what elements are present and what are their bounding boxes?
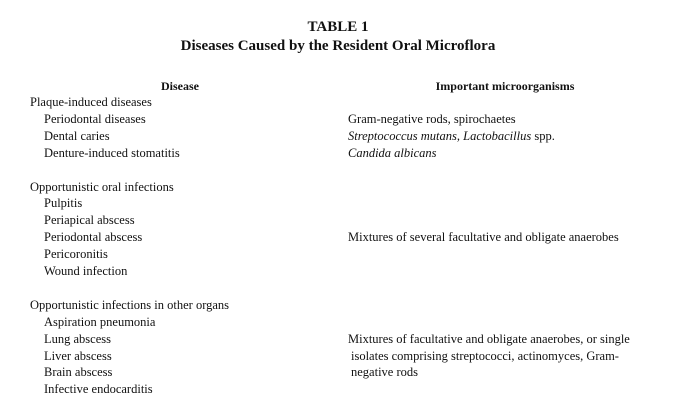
- micro-species: Streptococcus mutans, Lactobacillus: [348, 128, 532, 143]
- disease-item: Brain abscess: [44, 365, 113, 380]
- disease-item: Periodontal diseases: [44, 111, 146, 126]
- table-label: TABLE 1: [307, 19, 369, 35]
- micro-line: Gram-negative rods, spirochaetes: [348, 112, 516, 126]
- column-header-microorganisms: Important microorganisms: [435, 79, 575, 93]
- micro-line: [348, 128, 658, 145]
- micro-line: Mixtures of several facultative and obligate anaerobes: [348, 230, 619, 245]
- disease-item: Periapical abscess: [44, 213, 135, 228]
- group-spacer: [30, 280, 330, 297]
- group-name: Opportunistic infections in other organs: [30, 297, 230, 312]
- disease-item: Aspiration pneumonia: [44, 314, 156, 329]
- column-header-disease: Disease: [161, 79, 199, 93]
- disease-item: Lung abscess: [44, 331, 111, 346]
- micro-suffix: spp.: [531, 128, 555, 143]
- micro-line: Mixtures of facultative and obligate anaerobes, or single: [348, 331, 630, 346]
- disease-item: Periodontal abscess: [44, 230, 143, 245]
- disease-item: Liver abscess: [44, 348, 112, 363]
- micro-line: negative rods: [351, 365, 418, 380]
- micro-line: Candida albicans: [348, 145, 437, 160]
- disease-item: Infective endocarditis: [44, 382, 153, 397]
- disease-item: Denture-induced stomatitis: [44, 145, 180, 160]
- disease-item: Dental caries: [44, 128, 110, 143]
- disease-item: Pericoronitis: [44, 247, 108, 262]
- group-name: Opportunistic oral infections: [30, 179, 174, 194]
- disease-column: [30, 94, 330, 398]
- table-title: Diseases Caused by the Resident Oral Microflora: [180, 38, 496, 54]
- micro-line: isolates comprising streptococci, actinomyces, Gram-: [351, 348, 619, 363]
- disease-item: Wound infection: [44, 264, 128, 279]
- group-spacer: [30, 162, 330, 179]
- microorganism-column: [348, 111, 658, 381]
- disease-item: Pulpitis: [44, 196, 83, 211]
- group-name: Plaque-induced diseases: [30, 95, 152, 109]
